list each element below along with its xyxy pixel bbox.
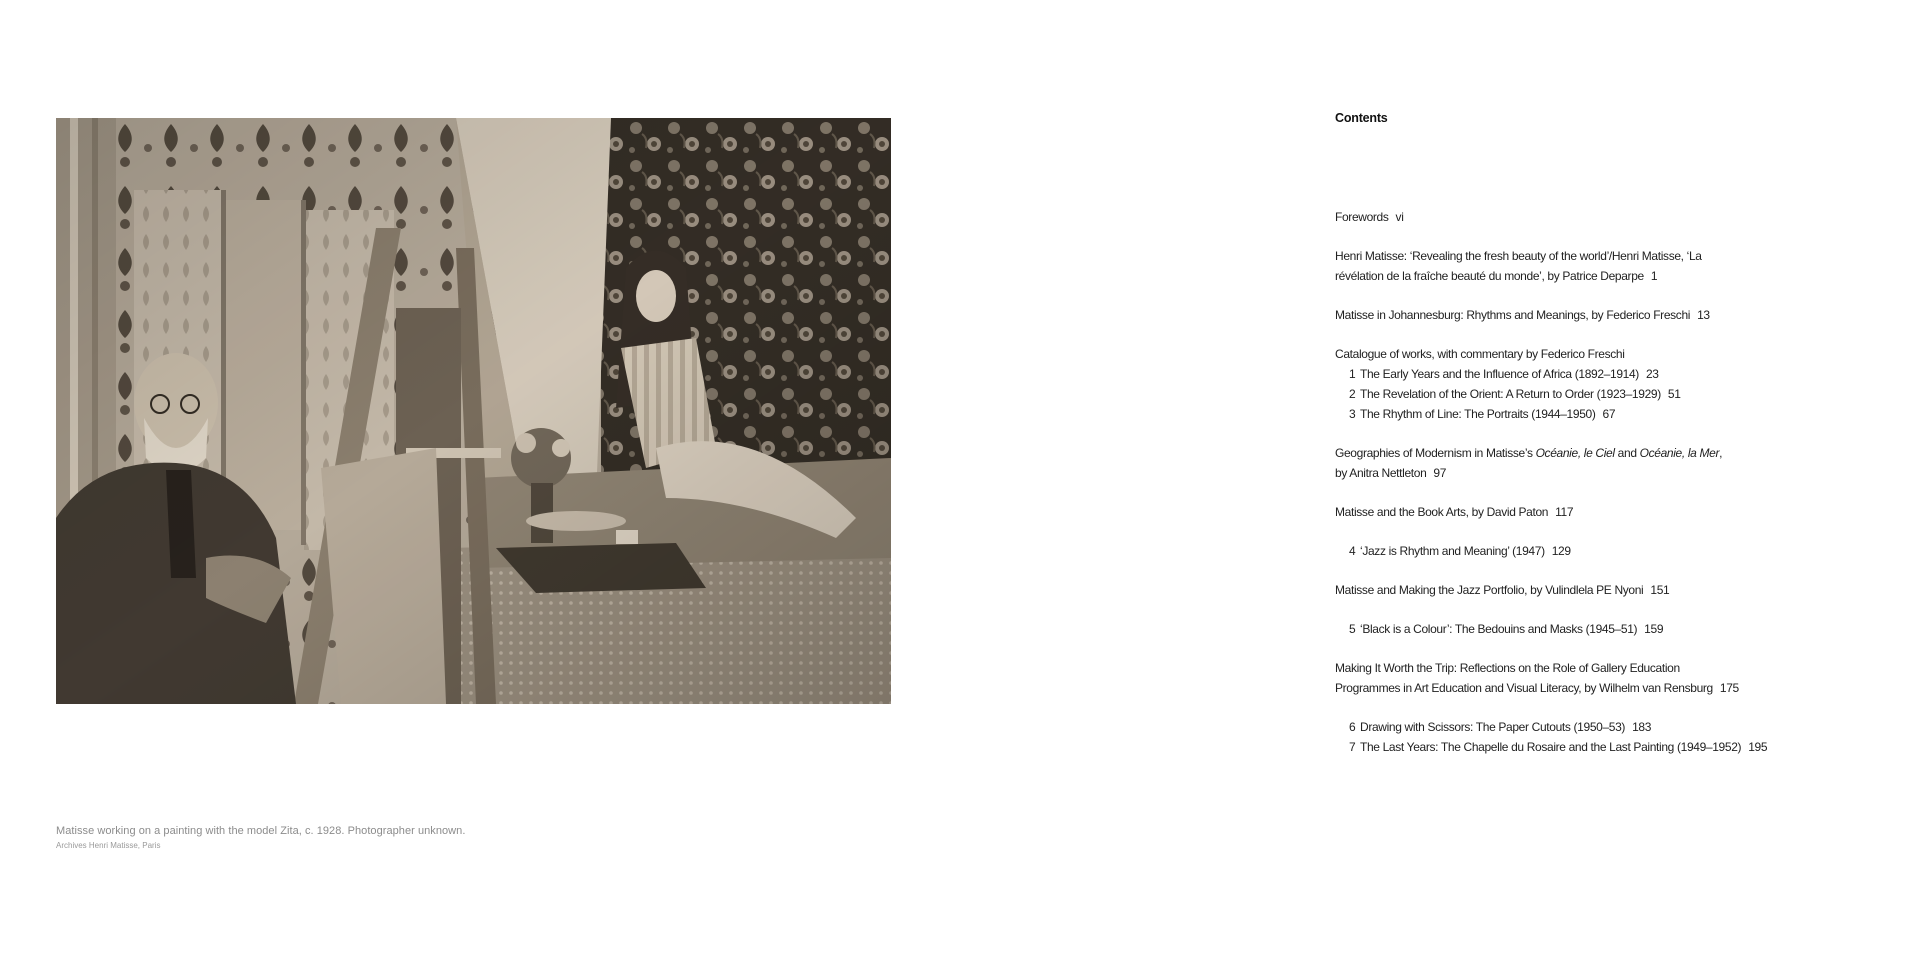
toc-entry-johannesburg[interactable] bbox=[1335, 305, 1855, 325]
chapter-number: 1 bbox=[1349, 367, 1356, 381]
toc-title-italic: Océanie, la Mer bbox=[1639, 446, 1720, 460]
toc-page: vi bbox=[1395, 210, 1404, 224]
toc-page: 117 bbox=[1555, 505, 1574, 519]
toc-page: 151 bbox=[1650, 583, 1670, 597]
toc-page: 159 bbox=[1644, 622, 1664, 636]
toc-page: 195 bbox=[1748, 740, 1768, 754]
toc-title-part: and bbox=[1614, 446, 1640, 460]
chapter-number: 4 bbox=[1349, 544, 1356, 558]
toc-page: 13 bbox=[1697, 308, 1710, 322]
toc-chapter-6[interactable] bbox=[1335, 717, 1855, 737]
toc-entry-deparpe[interactable] bbox=[1335, 246, 1855, 286]
toc-title-line-2: révélation de la fraîche beauté du monde’, by Patrice Deparpe bbox=[1335, 269, 1644, 283]
toc-entry-forewords[interactable] bbox=[1335, 207, 1855, 227]
toc-title-line-2: Programmes in Art Education and Visual Literacy, by Wilhelm van Rensburg bbox=[1335, 681, 1713, 695]
toc-page: 51 bbox=[1667, 387, 1681, 401]
chapter-title: The Last Years: The Chapelle du Rosaire and the Last Painting (1949–1952) bbox=[1360, 740, 1742, 754]
toc-chapter-7[interactable] bbox=[1335, 737, 1855, 757]
chapter-title: ‘Jazz is Rhythm and Meaning’ (1947) bbox=[1360, 544, 1545, 558]
toc-page: 97 bbox=[1433, 466, 1447, 480]
toc-section-title: Catalogue of works, with commentary by Federico Freschi bbox=[1335, 347, 1625, 361]
contents-heading: Contents bbox=[1335, 111, 1388, 125]
toc-title-part: , bbox=[1719, 446, 1723, 460]
toc-title-line-2: by Anitra Nettleton bbox=[1335, 466, 1427, 480]
toc-title-italic: Océanie, le Ciel bbox=[1535, 446, 1615, 460]
toc-page: 183 bbox=[1632, 720, 1652, 734]
chapter-number: 2 bbox=[1349, 387, 1356, 401]
toc-chapter-4[interactable] bbox=[1335, 541, 1855, 561]
toc-title: Forewords bbox=[1335, 210, 1389, 224]
table-of-contents bbox=[1335, 108, 1855, 757]
toc-title-line-1: Henri Matisse: ‘Revealing the fresh beauty of the world’/Henri Matisse, ‘La bbox=[1335, 249, 1702, 263]
toc-entry-geographies[interactable] bbox=[1335, 443, 1855, 483]
chapter-title: The Early Years and the Influence of Africa (1892–1914) bbox=[1360, 367, 1639, 381]
toc-final-chapters bbox=[1335, 717, 1855, 757]
photo-caption bbox=[56, 824, 756, 851]
toc-chapter-3[interactable] bbox=[1335, 404, 1855, 424]
toc-chapter-1[interactable] bbox=[1335, 364, 1855, 384]
toc-page: 23 bbox=[1645, 367, 1659, 381]
toc-entry-gallery-education[interactable] bbox=[1335, 658, 1855, 698]
chapter-title: ‘Black is a Colour’: The Bedouins and Masks (1945–51) bbox=[1360, 622, 1638, 636]
toc-title: Matisse and Making the Jazz Portfolio, by Vulindlela PE Nyoni bbox=[1335, 583, 1644, 597]
toc-page: 1 bbox=[1650, 269, 1658, 283]
chapter-number: 7 bbox=[1349, 740, 1356, 754]
toc-title-part: Geographies of Modernism in Matisse’s bbox=[1335, 446, 1536, 460]
archival-photograph bbox=[56, 118, 891, 704]
chapter-number: 3 bbox=[1349, 407, 1356, 421]
toc-title: Matisse and the Book Arts, by David Paton bbox=[1335, 505, 1549, 519]
chapter-number: 5 bbox=[1349, 622, 1356, 636]
toc-title: Matisse in Johannesburg: Rhythms and Meanings, by Federico Freschi bbox=[1335, 308, 1691, 322]
toc-page: 129 bbox=[1551, 544, 1571, 558]
toc-chapter-5[interactable] bbox=[1335, 619, 1855, 639]
caption-credit: Archives Henri Matisse, Paris bbox=[56, 841, 161, 850]
toc-page: 67 bbox=[1602, 407, 1616, 421]
toc-entry-book-arts[interactable] bbox=[1335, 502, 1855, 522]
chapter-number: 6 bbox=[1349, 720, 1356, 734]
chapter-title: The Revelation of the Orient: A Return to Order (1923–1929) bbox=[1360, 387, 1661, 401]
toc-entry-catalogue bbox=[1335, 344, 1855, 424]
toc-entry-jazz-portfolio[interactable] bbox=[1335, 580, 1855, 600]
caption-text: Matisse working on a painting with the model Zita, c. 1928. Photographer unknown. bbox=[56, 825, 466, 837]
toc-title-line-1: Making It Worth the Trip: Reflections on the Role of Gallery Education bbox=[1335, 661, 1680, 675]
toc-chapter-2[interactable] bbox=[1335, 384, 1855, 404]
chapter-title: The Rhythm of Line: The Portraits (1944–1950) bbox=[1360, 407, 1596, 421]
chapter-title: Drawing with Scissors: The Paper Cutouts (1950–53) bbox=[1360, 720, 1626, 734]
toc-page: 175 bbox=[1719, 681, 1739, 695]
